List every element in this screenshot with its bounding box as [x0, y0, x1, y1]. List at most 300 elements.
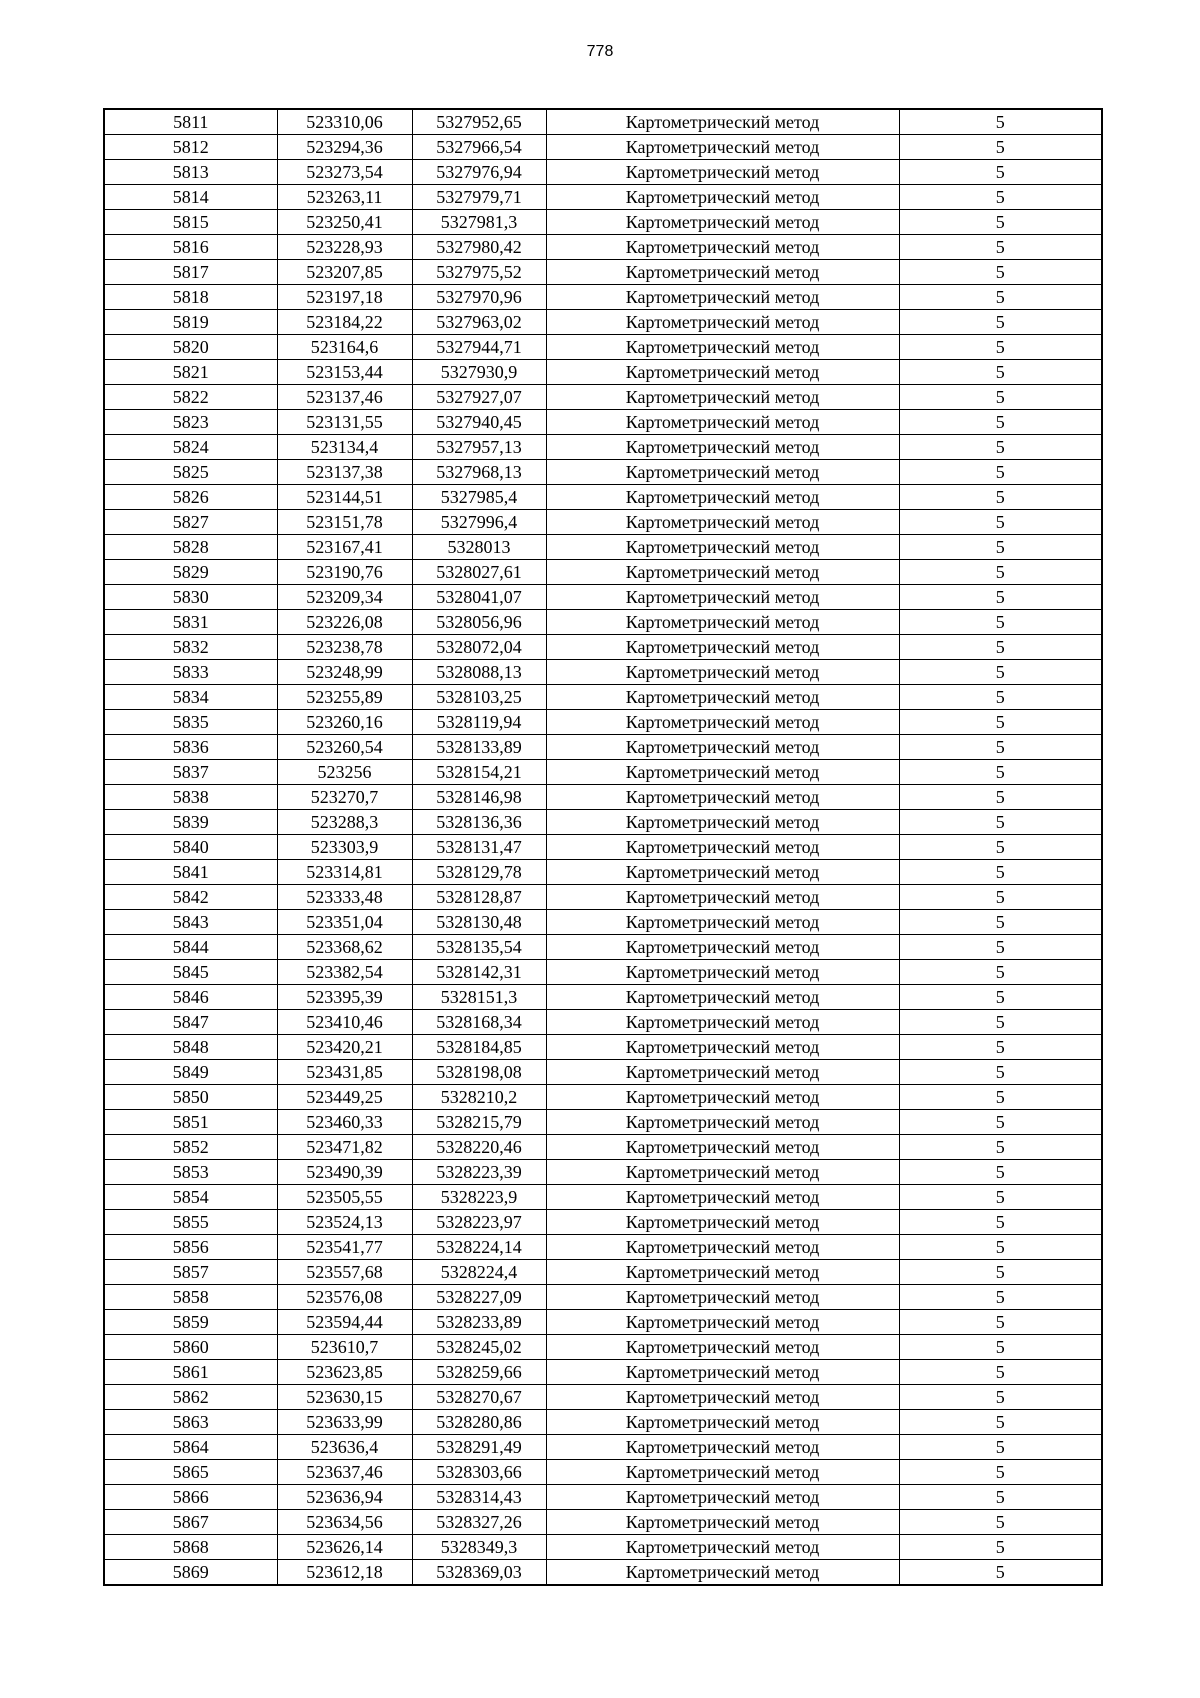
point-number-cell: 5849	[104, 1060, 277, 1085]
table-row	[104, 485, 1102, 510]
accuracy-cell: 5	[899, 1235, 1102, 1260]
accuracy-cell: 5	[899, 185, 1102, 210]
x-coordinate-cell: 523636,4	[277, 1435, 412, 1460]
x-coordinate-cell: 523270,7	[277, 785, 412, 810]
method-cell: Картометрический метод	[546, 310, 899, 335]
y-coordinate-cell: 5328131,47	[412, 835, 546, 860]
method-cell: Картометрический метод	[546, 1485, 899, 1510]
method-cell: Картометрический метод	[546, 335, 899, 360]
accuracy-cell: 5	[899, 610, 1102, 635]
point-number-cell: 5835	[104, 710, 277, 735]
method-cell: Картометрический метод	[546, 835, 899, 860]
x-coordinate-cell: 523197,18	[277, 285, 412, 310]
accuracy-cell: 5	[899, 785, 1102, 810]
table-row	[104, 210, 1102, 235]
x-coordinate-cell: 523637,46	[277, 1460, 412, 1485]
x-coordinate-cell: 523460,33	[277, 1110, 412, 1135]
method-cell: Картометрический метод	[546, 735, 899, 760]
x-coordinate-cell: 523633,99	[277, 1410, 412, 1435]
y-coordinate-cell: 5328291,49	[412, 1435, 546, 1460]
x-coordinate-cell: 523209,34	[277, 585, 412, 610]
accuracy-cell: 5	[899, 310, 1102, 335]
y-coordinate-cell: 5328280,86	[412, 1410, 546, 1435]
y-coordinate-cell: 5328303,66	[412, 1460, 546, 1485]
point-number-cell: 5850	[104, 1085, 277, 1110]
method-cell: Картометрический метод	[546, 1085, 899, 1110]
x-coordinate-cell: 523207,85	[277, 260, 412, 285]
y-coordinate-cell: 5327996,4	[412, 510, 546, 535]
y-coordinate-cell: 5328135,54	[412, 935, 546, 960]
y-coordinate-cell: 5327963,02	[412, 310, 546, 335]
x-coordinate-cell: 523303,9	[277, 835, 412, 860]
coordinates-table	[103, 108, 1103, 1586]
method-cell: Картометрический метод	[546, 1185, 899, 1210]
y-coordinate-cell: 5328056,96	[412, 610, 546, 635]
point-number-cell: 5829	[104, 560, 277, 585]
method-cell: Картометрический метод	[546, 1035, 899, 1060]
accuracy-cell: 5	[899, 1535, 1102, 1560]
accuracy-cell: 5	[899, 1485, 1102, 1510]
accuracy-cell: 5	[899, 960, 1102, 985]
method-cell: Картометрический метод	[546, 460, 899, 485]
y-coordinate-cell: 5328224,4	[412, 1260, 546, 1285]
x-coordinate-cell: 523626,14	[277, 1535, 412, 1560]
table-row	[104, 1010, 1102, 1035]
y-coordinate-cell: 5328327,26	[412, 1510, 546, 1535]
x-coordinate-cell: 523431,85	[277, 1060, 412, 1085]
point-number-cell: 5848	[104, 1035, 277, 1060]
table-row	[104, 310, 1102, 335]
method-cell: Картометрический метод	[546, 1335, 899, 1360]
point-number-cell: 5868	[104, 1535, 277, 1560]
point-number-cell: 5827	[104, 510, 277, 535]
accuracy-cell: 5	[899, 260, 1102, 285]
x-coordinate-cell: 523310,06	[277, 109, 412, 135]
point-number-cell: 5844	[104, 935, 277, 960]
table-row	[104, 585, 1102, 610]
point-number-cell: 5854	[104, 1185, 277, 1210]
x-coordinate-cell: 523471,82	[277, 1135, 412, 1160]
method-cell: Картометрический метод	[546, 1135, 899, 1160]
table-row	[104, 1035, 1102, 1060]
accuracy-cell: 5	[899, 1260, 1102, 1285]
accuracy-cell: 5	[899, 885, 1102, 910]
y-coordinate-cell: 5327976,94	[412, 160, 546, 185]
point-number-cell: 5859	[104, 1310, 277, 1335]
x-coordinate-cell: 523610,7	[277, 1335, 412, 1360]
method-cell: Картометрический метод	[546, 109, 899, 135]
x-coordinate-cell: 523634,56	[277, 1510, 412, 1535]
y-coordinate-cell: 5328270,67	[412, 1385, 546, 1410]
table-row	[104, 660, 1102, 685]
table-row	[104, 535, 1102, 560]
method-cell: Картометрический метод	[546, 410, 899, 435]
x-coordinate-cell: 523190,76	[277, 560, 412, 585]
accuracy-cell: 5	[899, 810, 1102, 835]
accuracy-cell: 5	[899, 1085, 1102, 1110]
point-number-cell: 5852	[104, 1135, 277, 1160]
x-coordinate-cell: 523228,93	[277, 235, 412, 260]
accuracy-cell: 5	[899, 485, 1102, 510]
coordinates-table-body	[104, 109, 1102, 1585]
point-number-cell: 5861	[104, 1360, 277, 1385]
point-number-cell: 5825	[104, 460, 277, 485]
y-coordinate-cell: 5328072,04	[412, 635, 546, 660]
x-coordinate-cell: 523144,51	[277, 485, 412, 510]
point-number-cell: 5824	[104, 435, 277, 460]
accuracy-cell: 5	[899, 1310, 1102, 1335]
accuracy-cell: 5	[899, 1285, 1102, 1310]
page-number: 778	[586, 43, 614, 60]
table-row	[104, 109, 1102, 135]
accuracy-cell: 5	[899, 410, 1102, 435]
x-coordinate-cell: 523260,54	[277, 735, 412, 760]
accuracy-cell: 5	[899, 460, 1102, 485]
table-row	[104, 185, 1102, 210]
method-cell: Картометрический метод	[546, 985, 899, 1010]
accuracy-cell: 5	[899, 760, 1102, 785]
accuracy-cell: 5	[899, 1110, 1102, 1135]
table-row	[104, 1085, 1102, 1110]
point-number-cell: 5832	[104, 635, 277, 660]
x-coordinate-cell: 523630,15	[277, 1385, 412, 1410]
y-coordinate-cell: 5328128,87	[412, 885, 546, 910]
point-number-cell: 5857	[104, 1260, 277, 1285]
accuracy-cell: 5	[899, 1460, 1102, 1485]
method-cell: Картометрический метод	[546, 285, 899, 310]
x-coordinate-cell: 523137,46	[277, 385, 412, 410]
x-coordinate-cell: 523449,25	[277, 1085, 412, 1110]
method-cell: Картометрический метод	[546, 535, 899, 560]
x-coordinate-cell: 523260,16	[277, 710, 412, 735]
y-coordinate-cell: 5328146,98	[412, 785, 546, 810]
x-coordinate-cell: 523153,44	[277, 360, 412, 385]
method-cell: Картометрический метод	[546, 810, 899, 835]
table-row	[104, 1460, 1102, 1485]
accuracy-cell: 5	[899, 1510, 1102, 1535]
point-number-cell: 5855	[104, 1210, 277, 1235]
y-coordinate-cell: 5328088,13	[412, 660, 546, 685]
accuracy-cell: 5	[899, 109, 1102, 135]
table-row	[104, 1310, 1102, 1335]
method-cell: Картометрический метод	[546, 635, 899, 660]
method-cell: Картометрический метод	[546, 1535, 899, 1560]
y-coordinate-cell: 5328013	[412, 535, 546, 560]
y-coordinate-cell: 5328119,94	[412, 710, 546, 735]
table-row	[104, 1110, 1102, 1135]
y-coordinate-cell: 5327979,71	[412, 185, 546, 210]
y-coordinate-cell: 5328103,25	[412, 685, 546, 710]
point-number-cell: 5843	[104, 910, 277, 935]
y-coordinate-cell: 5327970,96	[412, 285, 546, 310]
table-row	[104, 1335, 1102, 1360]
point-number-cell: 5860	[104, 1335, 277, 1360]
point-number-cell: 5823	[104, 410, 277, 435]
table-row	[104, 960, 1102, 985]
y-coordinate-cell: 5328151,3	[412, 985, 546, 1010]
x-coordinate-cell: 523636,94	[277, 1485, 412, 1510]
table-row	[104, 885, 1102, 910]
y-coordinate-cell: 5328314,43	[412, 1485, 546, 1510]
y-coordinate-cell: 5328130,48	[412, 910, 546, 935]
table-row	[104, 385, 1102, 410]
x-coordinate-cell: 523134,4	[277, 435, 412, 460]
method-cell: Картометрический метод	[546, 1160, 899, 1185]
method-cell: Картометрический метод	[546, 1360, 899, 1385]
accuracy-cell: 5	[899, 1060, 1102, 1085]
y-coordinate-cell: 5327944,71	[412, 335, 546, 360]
point-number-cell: 5869	[104, 1560, 277, 1586]
accuracy-cell: 5	[899, 1010, 1102, 1035]
point-number-cell: 5846	[104, 985, 277, 1010]
x-coordinate-cell: 523368,62	[277, 935, 412, 960]
point-number-cell: 5838	[104, 785, 277, 810]
y-coordinate-cell: 5328215,79	[412, 1110, 546, 1135]
y-coordinate-cell: 5328259,66	[412, 1360, 546, 1385]
accuracy-cell: 5	[899, 635, 1102, 660]
accuracy-cell: 5	[899, 985, 1102, 1010]
x-coordinate-cell: 523263,11	[277, 185, 412, 210]
x-coordinate-cell: 523184,22	[277, 310, 412, 335]
table-row	[104, 910, 1102, 935]
table-row	[104, 285, 1102, 310]
y-coordinate-cell: 5328168,34	[412, 1010, 546, 1035]
point-number-cell: 5856	[104, 1235, 277, 1260]
point-number-cell: 5833	[104, 660, 277, 685]
table-row	[104, 1160, 1102, 1185]
y-coordinate-cell: 5328245,02	[412, 1335, 546, 1360]
table-row	[104, 810, 1102, 835]
method-cell: Картометрический метод	[546, 1385, 899, 1410]
table-row	[104, 260, 1102, 285]
accuracy-cell: 5	[899, 660, 1102, 685]
y-coordinate-cell: 5327975,52	[412, 260, 546, 285]
y-coordinate-cell: 5327981,3	[412, 210, 546, 235]
x-coordinate-cell: 523541,77	[277, 1235, 412, 1260]
point-number-cell: 5821	[104, 360, 277, 385]
accuracy-cell: 5	[899, 135, 1102, 160]
method-cell: Картометрический метод	[546, 585, 899, 610]
y-coordinate-cell: 5327940,45	[412, 410, 546, 435]
accuracy-cell: 5	[899, 835, 1102, 860]
x-coordinate-cell: 523226,08	[277, 610, 412, 635]
point-number-cell: 5841	[104, 860, 277, 885]
x-coordinate-cell: 523255,89	[277, 685, 412, 710]
point-number-cell: 5840	[104, 835, 277, 860]
point-number-cell: 5839	[104, 810, 277, 835]
point-number-cell: 5813	[104, 160, 277, 185]
method-cell: Картометрический метод	[546, 910, 899, 935]
point-number-cell: 5867	[104, 1510, 277, 1535]
table-row	[104, 1235, 1102, 1260]
point-number-cell: 5836	[104, 735, 277, 760]
x-coordinate-cell: 523557,68	[277, 1260, 412, 1285]
point-number-cell: 5812	[104, 135, 277, 160]
table-row	[104, 785, 1102, 810]
y-coordinate-cell: 5328136,36	[412, 810, 546, 835]
method-cell: Картометрический метод	[546, 260, 899, 285]
table-row	[104, 1535, 1102, 1560]
x-coordinate-cell: 523164,6	[277, 335, 412, 360]
y-coordinate-cell: 5328349,3	[412, 1535, 546, 1560]
table-row	[104, 685, 1102, 710]
table-row	[104, 735, 1102, 760]
accuracy-cell: 5	[899, 735, 1102, 760]
table-row	[104, 335, 1102, 360]
method-cell: Картометрический метод	[546, 1285, 899, 1310]
table-row	[104, 160, 1102, 185]
accuracy-cell: 5	[899, 360, 1102, 385]
accuracy-cell: 5	[899, 1160, 1102, 1185]
accuracy-cell: 5	[899, 160, 1102, 185]
method-cell: Картометрический метод	[546, 1210, 899, 1235]
method-cell: Картометрический метод	[546, 1060, 899, 1085]
accuracy-cell: 5	[899, 535, 1102, 560]
accuracy-cell: 5	[899, 385, 1102, 410]
x-coordinate-cell: 523420,21	[277, 1035, 412, 1060]
method-cell: Картометрический метод	[546, 235, 899, 260]
accuracy-cell: 5	[899, 435, 1102, 460]
point-number-cell: 5851	[104, 1110, 277, 1135]
table-row	[104, 1060, 1102, 1085]
x-coordinate-cell: 523294,36	[277, 135, 412, 160]
method-cell: Картометрический метод	[546, 360, 899, 385]
accuracy-cell: 5	[899, 1335, 1102, 1360]
table-row	[104, 1435, 1102, 1460]
x-coordinate-cell: 523612,18	[277, 1560, 412, 1586]
accuracy-cell: 5	[899, 685, 1102, 710]
accuracy-cell: 5	[899, 860, 1102, 885]
table-row	[104, 1560, 1102, 1586]
accuracy-cell: 5	[899, 1410, 1102, 1435]
point-number-cell: 5865	[104, 1460, 277, 1485]
table-row	[104, 1260, 1102, 1285]
y-coordinate-cell: 5328129,78	[412, 860, 546, 885]
point-number-cell: 5866	[104, 1485, 277, 1510]
method-cell: Картометрический метод	[546, 510, 899, 535]
x-coordinate-cell: 523333,48	[277, 885, 412, 910]
table-row	[104, 1385, 1102, 1410]
x-coordinate-cell: 523314,81	[277, 860, 412, 885]
table-row	[104, 760, 1102, 785]
point-number-cell: 5853	[104, 1160, 277, 1185]
table-row	[104, 360, 1102, 385]
accuracy-cell: 5	[899, 285, 1102, 310]
y-coordinate-cell: 5327952,65	[412, 109, 546, 135]
accuracy-cell: 5	[899, 910, 1102, 935]
point-number-cell: 5818	[104, 285, 277, 310]
method-cell: Картометрический метод	[546, 785, 899, 810]
x-coordinate-cell: 523382,54	[277, 960, 412, 985]
method-cell: Картометрический метод	[546, 1435, 899, 1460]
accuracy-cell: 5	[899, 1135, 1102, 1160]
point-number-cell: 5815	[104, 210, 277, 235]
x-coordinate-cell: 523505,55	[277, 1185, 412, 1210]
method-cell: Картометрический метод	[546, 1560, 899, 1586]
x-coordinate-cell: 523238,78	[277, 635, 412, 660]
y-coordinate-cell: 5328142,31	[412, 960, 546, 985]
y-coordinate-cell: 5328220,46	[412, 1135, 546, 1160]
accuracy-cell: 5	[899, 710, 1102, 735]
accuracy-cell: 5	[899, 235, 1102, 260]
x-coordinate-cell: 523167,41	[277, 535, 412, 560]
x-coordinate-cell: 523594,44	[277, 1310, 412, 1335]
point-number-cell: 5834	[104, 685, 277, 710]
accuracy-cell: 5	[899, 1360, 1102, 1385]
y-coordinate-cell: 5328027,61	[412, 560, 546, 585]
method-cell: Картометрический метод	[546, 1310, 899, 1335]
point-number-cell: 5858	[104, 1285, 277, 1310]
table-row	[104, 1285, 1102, 1310]
point-number-cell: 5819	[104, 310, 277, 335]
point-number-cell: 5811	[104, 109, 277, 135]
table-row	[104, 1360, 1102, 1385]
method-cell: Картометрический метод	[546, 885, 899, 910]
y-coordinate-cell: 5327968,13	[412, 460, 546, 485]
point-number-cell: 5845	[104, 960, 277, 985]
method-cell: Картометрический метод	[546, 1410, 899, 1435]
accuracy-cell: 5	[899, 935, 1102, 960]
point-number-cell: 5826	[104, 485, 277, 510]
method-cell: Картометрический метод	[546, 485, 899, 510]
y-coordinate-cell: 5328223,39	[412, 1160, 546, 1185]
method-cell: Картометрический метод	[546, 135, 899, 160]
point-number-cell: 5837	[104, 760, 277, 785]
y-coordinate-cell: 5328198,08	[412, 1060, 546, 1085]
x-coordinate-cell: 523576,08	[277, 1285, 412, 1310]
y-coordinate-cell: 5328184,85	[412, 1035, 546, 1060]
y-coordinate-cell: 5328041,07	[412, 585, 546, 610]
method-cell: Картометрический метод	[546, 385, 899, 410]
point-number-cell: 5847	[104, 1010, 277, 1035]
y-coordinate-cell: 5328133,89	[412, 735, 546, 760]
table-row	[104, 1510, 1102, 1535]
table-row	[104, 1185, 1102, 1210]
point-number-cell: 5864	[104, 1435, 277, 1460]
method-cell: Картометрический метод	[546, 685, 899, 710]
y-coordinate-cell: 5327930,9	[412, 360, 546, 385]
point-number-cell: 5814	[104, 185, 277, 210]
y-coordinate-cell: 5327957,13	[412, 435, 546, 460]
x-coordinate-cell: 523623,85	[277, 1360, 412, 1385]
table-row	[104, 135, 1102, 160]
y-coordinate-cell: 5328369,03	[412, 1560, 546, 1586]
y-coordinate-cell: 5327966,54	[412, 135, 546, 160]
accuracy-cell: 5	[899, 210, 1102, 235]
point-number-cell: 5830	[104, 585, 277, 610]
accuracy-cell: 5	[899, 1385, 1102, 1410]
x-coordinate-cell: 523250,41	[277, 210, 412, 235]
table-row	[104, 835, 1102, 860]
x-coordinate-cell: 523151,78	[277, 510, 412, 535]
method-cell: Картометрический метод	[546, 435, 899, 460]
table-row	[104, 710, 1102, 735]
method-cell: Картометрический метод	[546, 1010, 899, 1035]
x-coordinate-cell: 523256	[277, 760, 412, 785]
method-cell: Картометрический метод	[546, 210, 899, 235]
x-coordinate-cell: 523248,99	[277, 660, 412, 685]
point-number-cell: 5842	[104, 885, 277, 910]
y-coordinate-cell: 5328210,2	[412, 1085, 546, 1110]
point-number-cell: 5816	[104, 235, 277, 260]
table-row	[104, 435, 1102, 460]
table-row	[104, 610, 1102, 635]
method-cell: Картометрический метод	[546, 560, 899, 585]
x-coordinate-cell: 523490,39	[277, 1160, 412, 1185]
accuracy-cell: 5	[899, 585, 1102, 610]
method-cell: Картометрический метод	[546, 935, 899, 960]
point-number-cell: 5831	[104, 610, 277, 635]
